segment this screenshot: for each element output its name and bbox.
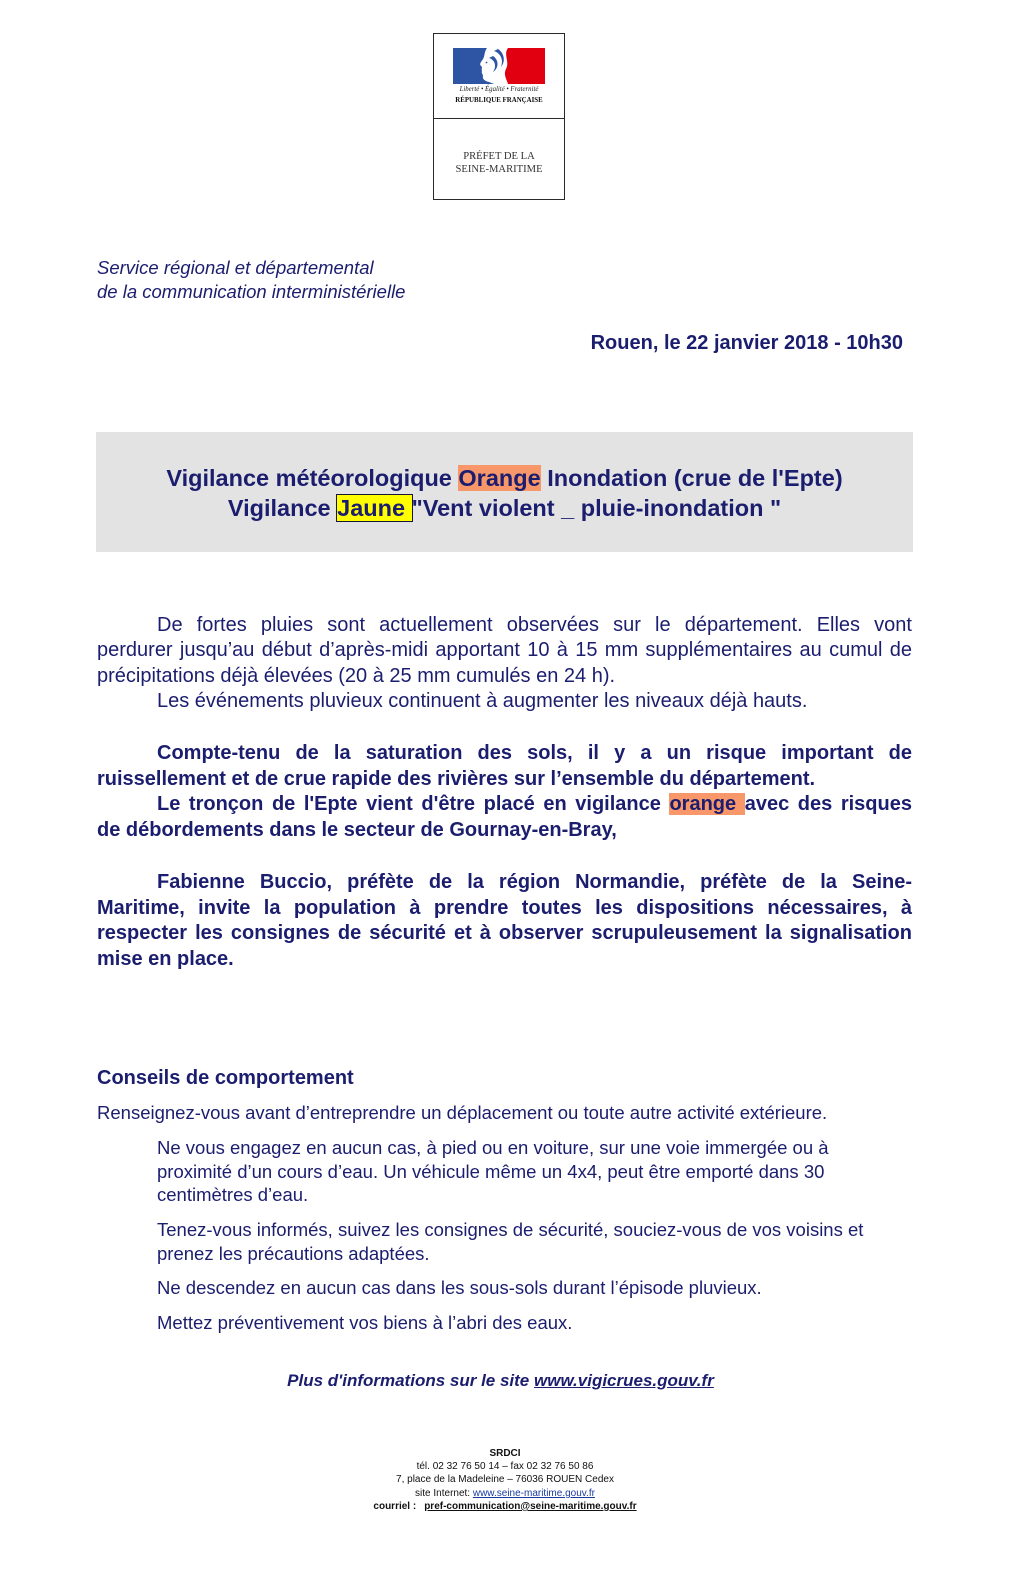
footer-site-label: site Internet: — [415, 1487, 473, 1499]
paragraph-line: ruissellement et de crue rapide des rivières sur l’ensemble du département. — [97, 767, 816, 790]
advice-line: Ne descendez en aucun cas dans les sous-sols durant l’épisode pluvieux. — [157, 1277, 762, 1298]
prefect-title-line1: PRÉFET DE LA — [463, 151, 535, 162]
footer-contact — [96, 1447, 914, 1513]
highlight-orange: Orange — [458, 465, 541, 491]
service-name-line1: Service régional et départemental — [97, 257, 374, 278]
website-link[interactable]: www.seine-maritime.gouv.fr — [472, 1487, 595, 1499]
paragraph-line: de débordements dans le secteur de Gournay-en-Bray, — [97, 819, 617, 842]
paragraph-situation — [97, 613, 912, 715]
advice-line: Tenez-vous informés, suivez les consignes de sécurité, souciez-vous de vos voisins et — [157, 1219, 864, 1240]
advice-intro: Renseignez-vous avant d’entreprendre un déplacement ou toute autre activité extérieure. — [97, 1102, 828, 1123]
advice-item — [157, 1136, 917, 1207]
paragraph-line: Les événements pluvieux continuent à augmenter les niveaux déjà hauts. — [157, 690, 808, 713]
paragraph-risk — [97, 741, 912, 844]
paragraph-line: Fabienne Buccio, préfète de la région Normandie, préfète de la Seine- — [157, 871, 912, 893]
paragraph-line: perdurer jusqu’au début d’après-midi apportant 10 à 15 mm supplémentaires au cumul de — [97, 639, 912, 662]
banner-text: Vigilance — [227, 495, 338, 521]
alert-banner — [96, 432, 913, 552]
advice-line: proximité d’un cours d’eau. Un véhicule même un 4x4, peut être emporté dans 30 — [157, 1160, 825, 1182]
vigicrues-link[interactable]: www.vigicrues.gouv.fr — [534, 1371, 714, 1390]
footer-address: 7, place de la Madeleine – 76036 ROUEN Cedex — [396, 1474, 614, 1486]
footer-phone-fax: tél. 02 32 76 50 14 – fax 02 32 76 50 86 — [416, 1461, 594, 1473]
advice-heading: Conseils de comportement — [97, 1067, 354, 1089]
highlight-yellow: Jaune — [337, 495, 412, 521]
advice-item — [157, 1276, 917, 1300]
advice-line: Ne vous engagez en aucun cas, à pied ou en voiture, sur une voie immergée ou à — [157, 1137, 829, 1158]
paragraph-line: précipitations déjà élevées (20 à 25 mm cumulés en 24 h). — [97, 664, 616, 687]
marianne-logo — [453, 48, 545, 84]
paragraph-line: respecter les consignes de sécurité et à observer scrupuleusement la signalisation — [97, 922, 912, 945]
paragraph-prefect-call — [97, 870, 912, 973]
advice-item — [157, 1311, 917, 1335]
advice-line: prenez les précautions adaptées. — [157, 1242, 430, 1264]
paragraph-line — [97, 792, 912, 818]
more-info-line — [92, 1370, 909, 1392]
email-link[interactable]: pref-communication@seine-maritime.gouv.fr — [424, 1500, 637, 1512]
footer-org: SRDCI — [489, 1448, 521, 1459]
prefect-title-line2: SEINE-MARITIME — [455, 164, 543, 175]
paragraph-text: Le tronçon de l'Epte vient d'être placé en vigilance — [157, 793, 670, 816]
paragraph-line: Maritime, invite la population à prendre toutes les dispositions nécessaires, à — [97, 896, 912, 919]
paragraph-line: De fortes pluies sont actuellement observées sur le département. Elles vont — [157, 614, 912, 636]
highlight-orange: orange — [669, 793, 745, 816]
banner-text: "Vent violent _ pluie-inondation " — [411, 495, 782, 521]
advice-line: centimètres d’eau. — [157, 1184, 309, 1205]
banner-text: Inondation (crue de l'Epte) — [540, 465, 843, 491]
banner-text: Vigilance météorologique — [166, 465, 459, 491]
service-name-line2: de la communication interministérielle — [97, 281, 406, 302]
advice-item — [157, 1218, 917, 1265]
footer-email — [96, 1500, 914, 1513]
banner-title-line1 — [96, 463, 913, 493]
paragraph-text: avec des risques — [744, 793, 912, 816]
paragraph-line: Compte-tenu de la saturation des sols, il y a un risque important de — [157, 742, 912, 764]
letterhead-block — [433, 33, 565, 200]
republic-name: RÉPUBLIQUE FRANÇAISE — [455, 97, 543, 104]
banner-title-line2 — [96, 493, 913, 523]
more-info-text: Plus d'informations sur le site — [287, 1371, 534, 1390]
advice-line: Mettez préventivement vos biens à l’abri des eaux. — [157, 1312, 573, 1333]
paragraph-line: mise en place. — [97, 948, 234, 971]
republic-motto: Liberté • Égalité • Fraternité — [459, 86, 539, 93]
footer-email-label: courriel : — [373, 1500, 417, 1512]
letterhead-divider — [434, 118, 564, 119]
dateline: Rouen, le 22 janvier 2018 - 10h30 — [590, 332, 903, 354]
footer-website — [96, 1487, 914, 1500]
